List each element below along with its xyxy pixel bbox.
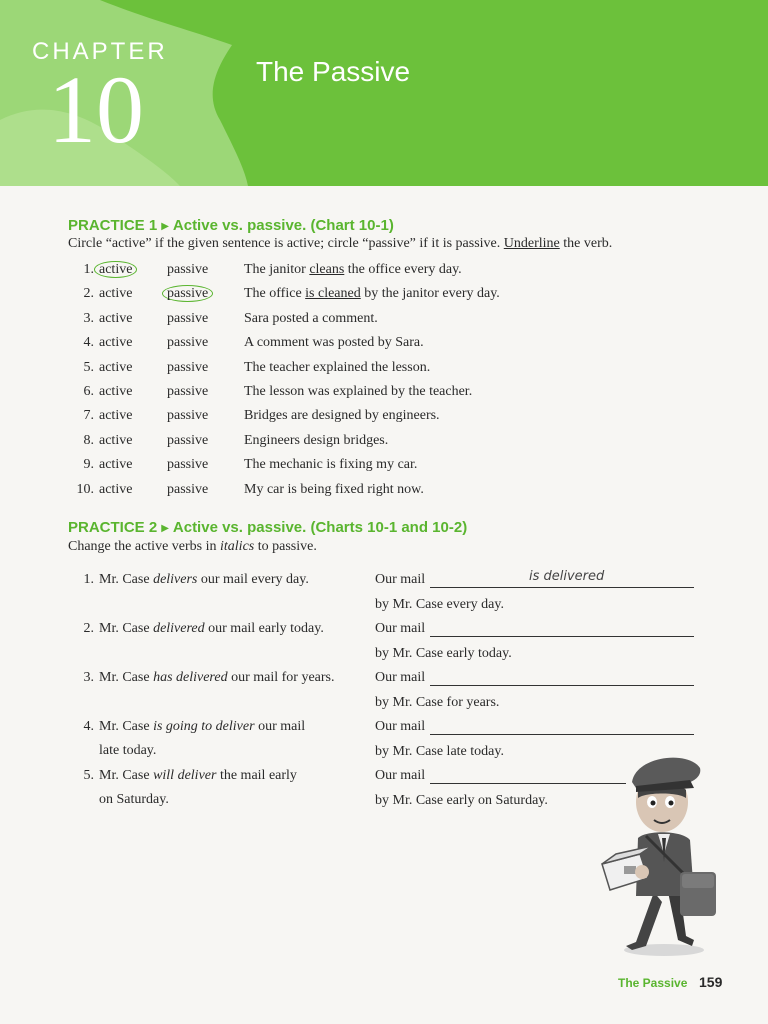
practice1-item [0, 335, 768, 355]
active-sentence [99, 621, 324, 637]
practice1-title: Active vs. passive. (Chart 10-1) [172, 217, 394, 234]
active-option[interactable] [99, 311, 132, 327]
active-sentence [99, 768, 297, 784]
sentence-pre: A comment was posted by Sara. [244, 335, 424, 351]
item-number: 9. [83, 457, 94, 473]
active-option[interactable] [99, 262, 137, 278]
practice1-item [0, 433, 768, 453]
item-number: 5. [83, 359, 94, 375]
passive-option[interactable] [167, 311, 208, 327]
active-option[interactable] [99, 286, 132, 302]
triangle-icon: ▶ [161, 221, 169, 232]
passive-option-label: passive [167, 262, 209, 277]
chapter-banner [0, 0, 768, 186]
practice1-instruction [68, 236, 612, 252]
sentence-pre: My car is being fixed right now. [244, 481, 424, 497]
answer-blank[interactable] [430, 720, 694, 735]
instruction-text: Change the active verbs in [68, 539, 221, 554]
sentence-verb: will deliver [153, 768, 217, 783]
sentence-post: our mail for years. [227, 670, 335, 685]
sentence-pre: Mr. Case [99, 621, 154, 636]
item-number: 1. [83, 262, 94, 277]
item-number: 2. [83, 621, 94, 636]
sentence-pre: Mr. Case [99, 768, 154, 783]
sentence-post: our mail [254, 719, 306, 734]
active-option-label: active [99, 359, 133, 375]
instruction-underline-word: Underline [503, 236, 560, 251]
answer-blank[interactable] [430, 622, 694, 637]
practice1-label: PRACTICE 1 [68, 217, 158, 234]
item-sentence [244, 286, 500, 302]
item-number: 7. [83, 408, 94, 424]
passive-option[interactable] [167, 286, 213, 302]
passive-option-label: passive [167, 359, 209, 375]
active-option-label: active [99, 408, 133, 424]
item-sentence [244, 384, 472, 400]
item-number: 4. [83, 719, 94, 734]
passive-option-label: passive [167, 457, 209, 473]
sentence-post: the mail early [216, 768, 297, 783]
active-option[interactable] [99, 335, 132, 351]
passive-option[interactable] [167, 384, 208, 400]
passive-option[interactable] [167, 360, 208, 376]
instruction-text-end: to passive. [254, 539, 317, 554]
item-sentence [244, 482, 424, 498]
passive-sentence-end: by Mr. Case early on Saturday. [375, 793, 548, 808]
active-option-label: active [94, 261, 137, 278]
active-option-label: active [99, 432, 133, 448]
sentence-pre: The teacher explained the lesson. [244, 359, 431, 375]
mail-carrier-illustration [596, 742, 726, 958]
sentence-verb: is going to deliver [153, 719, 255, 734]
passive-option[interactable] [167, 433, 208, 449]
sentence-pre: Engineers design bridges. [244, 432, 389, 448]
sentence-pre: Mr. Case [99, 670, 154, 685]
answer-text: is delivered [529, 569, 605, 584]
item-sentence [244, 408, 440, 424]
sentence-pre: Bridges are designed by engineers. [244, 408, 440, 424]
active-option-label: active [99, 286, 133, 302]
active-option[interactable] [99, 457, 132, 473]
active-sentence [99, 719, 305, 735]
passive-sentence-start: Our mail [375, 768, 426, 783]
answer-blank[interactable] [430, 671, 694, 686]
sentence-verb: is cleaned [305, 286, 361, 302]
active-option-label: active [99, 384, 133, 399]
item-number: 10. [76, 481, 94, 497]
item-sentence [244, 335, 424, 351]
active-option-label: active [99, 310, 133, 326]
passive-sentence-end: by Mr. Case early today. [375, 646, 512, 661]
item-number: 4. [83, 335, 94, 351]
active-sentence [99, 572, 309, 588]
sentence-verb: cleans [309, 262, 345, 277]
passive-option-label: passive [167, 335, 209, 351]
passive-option[interactable] [167, 335, 208, 351]
passive-sentence-end: by Mr. Case for years. [375, 695, 500, 710]
sentence-pre: Sara posted a comment. [244, 310, 378, 326]
sentence-pre: The mechanic is fixing my car. [244, 457, 418, 473]
passive-option-label: passive [167, 384, 209, 399]
active-option[interactable] [99, 433, 132, 449]
chapter-number: 10 [48, 56, 144, 163]
practice2-label: PRACTICE 2 [68, 519, 158, 536]
active-option[interactable] [99, 408, 132, 424]
practice1-item [0, 360, 768, 380]
active-option-label: active [99, 335, 133, 351]
practice2-heading [68, 519, 467, 536]
passive-sentence-end: by Mr. Case every day. [375, 597, 504, 612]
item-number: 5. [83, 768, 94, 783]
footer-title: The Passive [618, 976, 688, 990]
passive-option-label: passive [167, 481, 209, 497]
page-number: 159 [699, 974, 723, 990]
active-option[interactable] [99, 384, 132, 400]
instruction-text-end: the verb. [559, 236, 613, 251]
practice1-item [0, 286, 768, 306]
active-sentence [99, 670, 335, 686]
item-sentence [244, 262, 462, 278]
instruction-italic-word: italics [220, 539, 255, 554]
item-sentence [244, 311, 378, 327]
passive-sentence-start: Our mail [375, 719, 426, 734]
practice2-title: Active vs. passive. (Charts 10-1 and 10-2) [172, 519, 468, 536]
passive-option-label: passive [167, 408, 209, 424]
practice1-item [0, 482, 768, 502]
sentence-pre: The janitor [244, 262, 310, 277]
passive-option-label: passive [162, 285, 213, 302]
passive-option-label: passive [167, 310, 209, 326]
sentence-pre: The lesson was explained by the teacher. [244, 384, 473, 399]
sentence-pre: Mr. Case [99, 572, 154, 587]
item-number: 3. [83, 670, 94, 685]
passive-sentence-end: by Mr. Case late today. [375, 744, 504, 759]
practice1-item [0, 457, 768, 477]
practice1-item [0, 311, 768, 331]
sentence-verb: delivers [153, 572, 198, 587]
sentence-pre: The office [244, 286, 306, 302]
passive-option[interactable] [167, 457, 208, 473]
passive-sentence-start: Our mail [375, 621, 426, 636]
active-option-label: active [99, 481, 133, 497]
active-sentence-line2: late today. [99, 743, 157, 758]
chapter-title: The Passive [256, 56, 411, 87]
sentence-post: our mail early today. [204, 621, 324, 636]
active-option-label: active [99, 457, 133, 473]
chapter-label: CHAPTER [32, 38, 168, 65]
item-number: 3. [83, 310, 94, 326]
sentence-post: our mail every day. [197, 572, 309, 587]
passive-option[interactable] [167, 262, 208, 278]
practice2-instruction [68, 539, 317, 555]
sentence-post: the office every day. [344, 262, 462, 277]
triangle-icon: ▶ [161, 523, 169, 534]
sentence-post: by the janitor every day. [360, 286, 500, 302]
sentence-pre: Mr. Case [99, 719, 154, 734]
item-number: 2. [83, 286, 94, 302]
sentence-verb: has delivered [153, 670, 228, 685]
item-sentence [244, 457, 417, 473]
passive-option[interactable] [167, 482, 208, 498]
instruction-text: Circle “active” if the given sentence is active; circle “passive” if it is passive. [68, 236, 504, 251]
practice1-item [0, 262, 768, 282]
practice1-item [0, 384, 768, 404]
item-number: 6. [83, 384, 94, 399]
item-sentence [244, 360, 430, 376]
passive-sentence-start: Our mail [375, 670, 426, 685]
item-number: 8. [83, 432, 94, 448]
active-option[interactable] [99, 482, 132, 498]
practice1-heading [68, 217, 394, 234]
passive-option[interactable] [167, 408, 208, 424]
item-sentence [244, 433, 388, 449]
active-option[interactable] [99, 360, 132, 376]
passive-option-label: passive [167, 432, 209, 448]
item-number: 1. [83, 572, 94, 587]
passive-sentence-start: Our mail [375, 572, 426, 587]
active-sentence-line2: on Saturday. [99, 792, 169, 807]
practice1-item [0, 408, 768, 428]
sentence-verb: delivered [153, 621, 205, 636]
